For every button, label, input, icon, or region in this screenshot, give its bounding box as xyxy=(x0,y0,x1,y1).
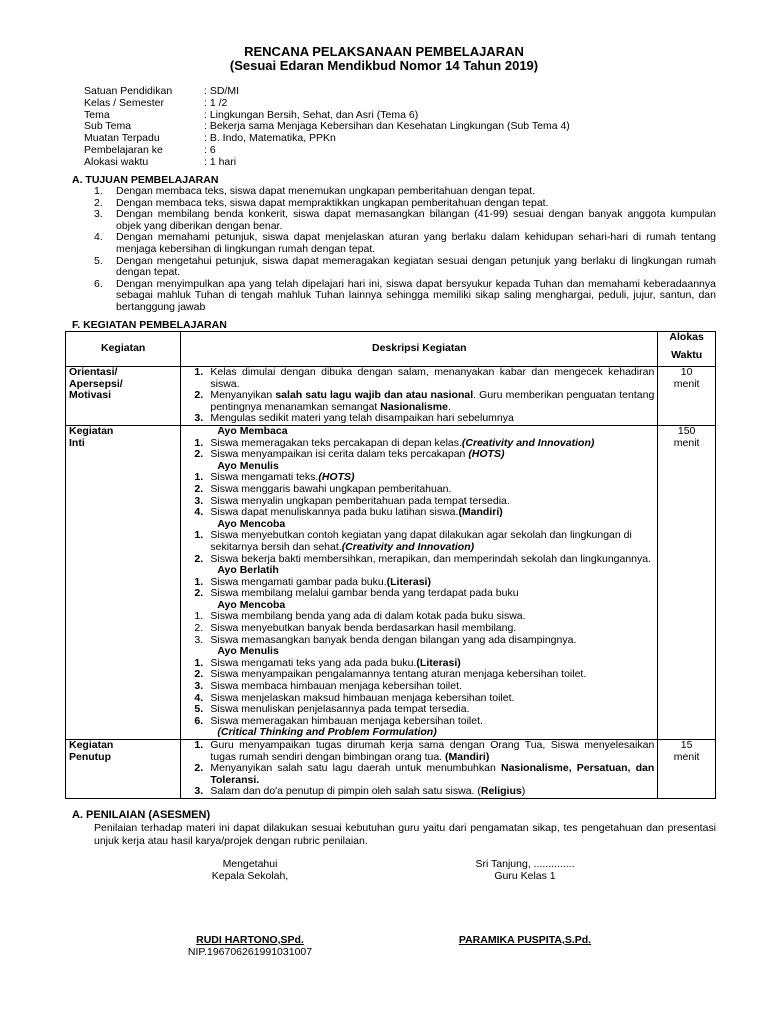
list-number: 3. xyxy=(194,785,204,798)
identity-block xyxy=(84,86,724,169)
header-deskripsi: Deskripsi Kegiatan xyxy=(181,332,658,367)
identity-value: : 1 hari xyxy=(204,155,237,168)
signature-left-block xyxy=(170,858,330,882)
list-item xyxy=(94,186,716,198)
text-run: Menyanyikan xyxy=(210,389,276,402)
text-run: Menyanyikan salah satu lagu daerah untuk menumbuhkan xyxy=(210,762,501,775)
list-item xyxy=(94,232,716,255)
text-run: Siswa menyebutkan contoh kegiatan yang dapat dilakukan agar sekolah dan lingkungan di sekitarnya bersih dan sehat. xyxy=(210,529,632,553)
waktu-pendahuluan xyxy=(658,367,716,426)
list-item xyxy=(184,367,654,390)
list-number: 1. xyxy=(194,656,204,669)
identity-row xyxy=(84,121,724,133)
header-waktu-line1: Alokas xyxy=(669,331,704,343)
identity-label: Kelas / Semester xyxy=(84,96,164,109)
signatory-name: PARAMIKA PUSPITA,S.Pd. xyxy=(458,934,592,946)
text-run: Siswa memeragakan teks percakapan di depan kelas. xyxy=(210,436,462,449)
list-number: 2. xyxy=(194,482,204,495)
tujuan-heading: A. TUJUAN PEMBELAJARAN xyxy=(72,174,219,186)
list-number: 5. xyxy=(94,254,103,267)
text-run-bold: Religius xyxy=(480,785,522,798)
identity-row xyxy=(84,145,724,157)
list-number: 1. xyxy=(194,610,204,623)
subheading: Ayo Mencoba xyxy=(217,517,286,530)
signatory-name: RUDI HARTONO,SPd. xyxy=(196,934,304,946)
list-item xyxy=(94,256,716,279)
table-row xyxy=(66,425,716,739)
kegiatan-heading: F. KEGIATAN PEMBELAJARAN xyxy=(72,319,227,331)
label-line: Kegiatan xyxy=(69,424,114,437)
identity-value: : SD/MI xyxy=(204,85,240,97)
signature-place-date: Sri Tanjung, .............. xyxy=(475,858,575,870)
identity-value: : Lingkungan Bersih, Sehat, dan Asri (Tema 6) xyxy=(204,108,419,121)
table-row xyxy=(66,367,716,426)
list-number: 3. xyxy=(94,208,103,221)
text-run: Siswa mengamati gambar pada buku. xyxy=(210,575,387,588)
identity-label: Sub Tema xyxy=(84,120,132,133)
waktu-penutup xyxy=(658,740,716,799)
list-number: 1. xyxy=(194,739,204,751)
list-item xyxy=(184,740,654,763)
kegiatan-table xyxy=(65,331,716,799)
signatory-nip: NIP.196706261991031007 xyxy=(187,946,313,958)
identity-value: : Bekerja sama Menjaga Kebersihan dan Kesehatan Lingkungan (Sub Tema 4) xyxy=(204,120,570,133)
kegiatan-label-pendahuluan xyxy=(66,367,181,426)
subheading: Ayo Berlatih xyxy=(217,564,279,577)
text-run: . xyxy=(447,400,451,413)
identity-row xyxy=(84,157,724,169)
list-text: Dengan membaca teks, siswa dapat menemukan ungkapan pemberitahuan dengan tepat. xyxy=(116,185,536,197)
text-run: . Guru memberikan penguatan tentang pentingnya menanamkan semangat xyxy=(210,389,655,413)
identity-label: Muatan Terpadu xyxy=(84,132,160,145)
waktu-unit: menit xyxy=(673,750,700,763)
list-text xyxy=(210,740,654,763)
list-item xyxy=(184,623,654,635)
list-text: Dengan menyimpulkan apa yang telah dipelajari hari ini, siswa dapat bersyukur kepada Tuhan dan memahami keberadaannya sebagai mahluk Tuhan di tengah mahluk Tuhan lainnya sehingga memiliki sikap saling menghargai, peduli, jujur, santun, dan bertanggung jawab xyxy=(116,277,716,313)
text-run-bold: (Creativity and Innovation) xyxy=(341,540,475,553)
list-text: Mengulas sedikit materi yang telah disampaikan hari sebelumnya xyxy=(210,412,514,425)
signature-caption: Mengetahui xyxy=(222,858,278,870)
list-item xyxy=(94,279,716,314)
waktu-value: 15 xyxy=(680,739,693,751)
list-text: Siswa menyebutkan banyak benda berdasarkan hasil membilang. xyxy=(210,622,517,635)
identity-value: : B. Indo, Matematika, PPKn xyxy=(204,132,336,145)
subheading: Ayo Mencoba xyxy=(217,598,286,611)
label-line: Motivasi xyxy=(69,389,112,402)
list-text: Dengan mengetahui petunjuk, siswa dapat memeragakan kegiatan sesuai dengan petunjuk yang berlaku di lingkungan rumah dengan tepat. xyxy=(116,254,716,279)
list-number: 1. xyxy=(194,575,204,588)
identity-value: : 6 xyxy=(204,143,216,156)
label-line: Apersepsi/ xyxy=(69,377,123,390)
list-text: Siswa menuliskan penjelasannya pada tempat tersedia. xyxy=(210,703,470,716)
table-row xyxy=(66,740,716,799)
signature-role: Kepala Sekolah, xyxy=(211,870,289,882)
text-run: Siswa dapat menuliskannya pada buku latihan siswa. xyxy=(210,506,459,519)
subheading: Ayo Menulis xyxy=(217,459,279,472)
table-header-row xyxy=(66,332,716,367)
document-title: RENCANA PELAKSANAAN PEMBELAJARAN xyxy=(244,44,524,59)
list-number: 1. xyxy=(94,185,103,197)
signature-role: Guru Kelas 1 xyxy=(494,870,556,882)
list-item xyxy=(184,484,654,496)
list-text: Siswa menyalin ungkapan pemberitahuan pada tempat tersedia. xyxy=(210,494,510,507)
list-number: 4. xyxy=(194,691,204,704)
list-number: 2. xyxy=(194,552,204,565)
identity-label: Tema xyxy=(84,108,110,121)
header-kegiatan: Kegiatan xyxy=(66,332,181,367)
waktu-unit: menit xyxy=(673,436,700,449)
list-number: 4. xyxy=(94,231,103,244)
text-run-bold: Nasionalisme xyxy=(380,400,448,413)
list-text: Siswa memeragakan himbauan menjaga kebersihan toilet. xyxy=(210,714,483,727)
list-text xyxy=(210,530,654,553)
deskripsi-penutup xyxy=(181,740,658,799)
list-number: 6. xyxy=(94,277,103,290)
list-number: 3. xyxy=(194,680,204,693)
list-text: Siswa bekerja bakti membersihkan, merapikan, dan memperindah sekolah dan lingkungannya. xyxy=(210,552,652,565)
waktu-value: 10 xyxy=(680,366,693,378)
list-text: Siswa memasangkan banyak benda dengan bilangan yang ada disampingnya. xyxy=(210,633,577,646)
list-text: Siswa membaca himbauan menjaga kebersihan toilet. xyxy=(210,680,462,693)
label-line: Orientasi/ xyxy=(69,366,118,378)
identity-row xyxy=(84,86,724,98)
list-item xyxy=(184,681,654,693)
penilaian-heading: A. PENILAIAN (ASESMEN) xyxy=(72,809,211,821)
list-number: 6. xyxy=(194,714,204,727)
text-run-bold: (Mandiri) xyxy=(458,506,503,519)
header-waktu xyxy=(658,332,716,367)
list-text: Siswa menjelaskan maksud himbauan menjaga kebersihan toilet. xyxy=(210,691,515,704)
label-line: Kegiatan xyxy=(69,739,114,751)
list-text xyxy=(210,507,654,519)
text-run: Siswa menyampaikan isi cerita dalam teks percakapan xyxy=(210,448,469,461)
list-number: 3. xyxy=(194,412,204,425)
list-item xyxy=(184,413,654,425)
list-item xyxy=(184,530,654,553)
text-run: ) xyxy=(521,785,526,798)
list-text: Dengan membaca teks, siswa dapat mempraktikkan ungkapan pemberitahuan dengan tepat. xyxy=(116,196,549,209)
list-text xyxy=(210,449,654,461)
identity-row xyxy=(84,98,724,110)
kegiatan-label-penutup xyxy=(66,740,181,799)
text-run-bold: (Literasi) xyxy=(416,656,461,669)
text-run-bold: salah satu lagu wajib dan atau nasional xyxy=(275,389,474,402)
signature-left-name-block xyxy=(160,934,340,958)
list-text: Siswa menggaris bawahi ungkapan pemberitahuan. xyxy=(210,482,452,495)
list-number: 2. xyxy=(194,668,204,681)
list-text: Kelas dimulai dengan dibuka dengan salam, menanyakan kabar dan mengecek kehadiran siswa. xyxy=(210,366,655,390)
list-text xyxy=(210,786,654,798)
label-line: Penutup xyxy=(69,750,111,763)
list-text: Dengan membilang benda konkerit, siswa dapat memasangkan bilangan (41-99) sesuai dengan banyak anggota kumpulan objek yang diberikan dengan benar. xyxy=(116,208,716,232)
list-number: 2. xyxy=(194,622,204,635)
list-item xyxy=(94,209,716,232)
list-text: Dengan memahami petunjuk, siswa dapat menjelaskan aturan yang berlaku dalam kehidupan sehari-hari di rumah tentang menjaga kebersihan di lingkungan rumah dengan tepat. xyxy=(116,231,716,255)
list-number: 4. xyxy=(194,506,204,519)
list-text: Siswa menyampaikan pengalamannya tentang aturan menjaga kebersihan toilet. xyxy=(210,668,587,681)
kegiatan-label-inti xyxy=(66,425,181,739)
list-number: 2. xyxy=(194,448,204,461)
list-number: 2. xyxy=(94,196,103,209)
subheading: Ayo Membaca xyxy=(217,424,288,437)
list-item xyxy=(184,449,654,461)
text-run-bold: (Literasi) xyxy=(386,575,431,588)
identity-row xyxy=(84,133,724,145)
list-text xyxy=(210,390,654,413)
waktu-inti xyxy=(658,425,716,739)
identity-value: : 1 /2 xyxy=(204,96,228,109)
identity-label: Alokasi waktu xyxy=(84,155,149,168)
document-subtitle: (Sesuai Edaran Mendikbud Nomor 14 Tahun 2019) xyxy=(229,58,539,73)
text-run: Siswa mengamati teks. xyxy=(210,471,319,484)
list-number: 2. xyxy=(194,762,204,775)
label-line: Inti xyxy=(69,436,85,449)
list-number: 3. xyxy=(194,494,204,507)
list-number: 1. xyxy=(194,529,204,542)
text-run: Guru menyampaikan tugas dirumah kerja sama dengan Orang Tua, Siswa menyelesaikan tugas rumah sendiri dengan bimbingan orang tua. xyxy=(210,739,655,763)
text-run: Siswa mengamati teks yang ada pada buku. xyxy=(210,656,417,669)
tujuan-list xyxy=(94,186,716,314)
list-text: Siswa membilang benda yang ada di dalam kotak pada buku siswa. xyxy=(210,610,526,623)
penilaian-text: Penilaian terhadap materi ini dapat dilakukan sesuai kebutuhan guru yaitu dari pengamatan sikap, tes pengetahuan dan presentasi unjuk kerja atau hasil karya/projek dengan rubric penilaian. xyxy=(94,822,716,847)
list-number: 3. xyxy=(194,633,204,646)
closing-skill-label: (Critical Thinking and Problem Formulation) xyxy=(217,726,437,739)
deskripsi-inti xyxy=(181,425,658,739)
list-number: 1. xyxy=(194,366,204,378)
list-text xyxy=(210,763,654,786)
text-run-bold: (HOTS) xyxy=(318,471,355,484)
deskripsi-pendahuluan xyxy=(181,367,658,426)
text-run-bold: (HOTS) xyxy=(468,448,505,461)
subheading: Ayo Menulis xyxy=(217,645,279,658)
list-number: 1. xyxy=(194,471,204,484)
list-text: Siswa membilang melalui gambar benda yang terdapat pada buku xyxy=(210,587,519,600)
list-item xyxy=(184,507,654,519)
text-run-bold: (Creativity and Innovation) xyxy=(461,436,595,449)
list-item xyxy=(184,390,654,413)
identity-label: Satuan Pendidikan xyxy=(84,85,173,97)
list-number: 2. xyxy=(194,389,204,402)
waktu-unit: menit xyxy=(673,377,700,390)
list-number: 2. xyxy=(194,587,204,600)
list-item xyxy=(184,786,654,798)
identity-label: Pembelajaran ke xyxy=(84,143,163,156)
header-waktu-line2: Waktu xyxy=(671,348,703,361)
list-item xyxy=(184,763,654,786)
signature-right-block xyxy=(440,858,610,882)
list-number: 5. xyxy=(194,703,204,716)
text-run-bold: (Mandiri) xyxy=(445,750,490,763)
text-run-bold: Nasionalisme, Persatuan, dan Toleransi. xyxy=(210,762,655,786)
text-run: Salam dan do'a penutup di pimpin oleh salah satu siswa. ( xyxy=(210,785,481,798)
list-number: 1. xyxy=(194,436,204,449)
waktu-value: 150 xyxy=(677,424,696,437)
signature-right-name-block xyxy=(430,934,620,946)
